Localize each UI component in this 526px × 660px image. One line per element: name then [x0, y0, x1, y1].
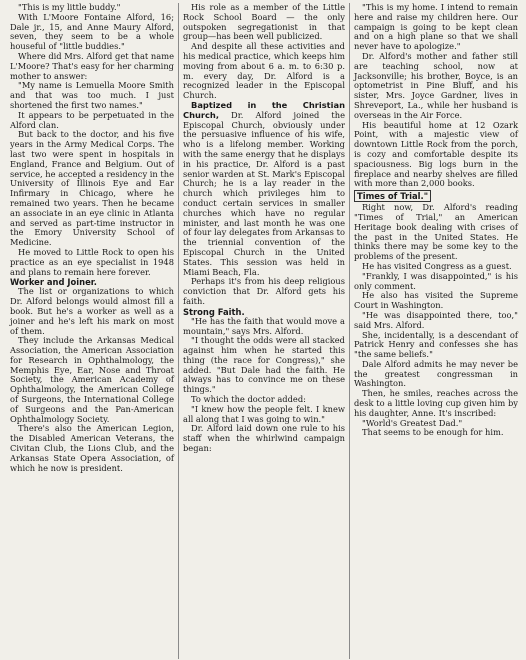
paragraph: But back to the doctor, and his five years in the Army Medical Corps. The last two were spent in hospitals in England, France and Belgium. Out of service, he accepted a residency in the University of Illinois Eye and Ear Infirmary in Chicago, where he remained two years. Then he became an associate in an eye clinic in Atlanta and served as part-time instructor in the Emory University School of Medicine.: [10, 129, 174, 248]
paragraph: He also has visited the Supreme Court in Washington.: [354, 290, 518, 311]
paragraph: The list or organizations to which Dr. Alford belongs would almost fill a book. But he's a worker as well as a joiner and he's left his mark on most of them.: [10, 286, 174, 336]
paragraph: He moved to Little Rock to open his practice as an eye specialist in 1948 and plans to remain here forever.: [10, 246, 174, 277]
run-in-heading: Baptized in the Christian Church,: [183, 99, 345, 120]
paragraph: Dr. Alford's mother and father still are teaching school, now at Jacksonville; his brother, Boyce, is an optometrist in Pine Bluff, and his sister, Mrs. Joyce Gardner, lives in Shreveport, La., while her husband is overseas in the Air Force.: [354, 50, 518, 120]
subheading: Worker and Joiner.: [10, 277, 97, 288]
paragraph: "This is my home. I intend to remain here and raise my children here. Our campaign is going to be kept clean and on a high plane so that we shall never have to apologize.": [354, 3, 518, 52]
paragraph: To which the doctor added:: [191, 394, 306, 405]
paragraph: He has visited Congress as a guest.: [362, 260, 512, 271]
paragraph: Dale Alford admits he may never be the greatest congressman in Washington.: [354, 358, 518, 389]
paragraph: They include the Arkansas Medical Association, the American Association for Research in Ophthalmology, the Memphis Eye, Ear, Nose and Throat Society, the American Academy of Ophthalmology, the American College of Surgeons, the International College of Surgeons and the Pan-American Ophthalmology Society.: [10, 335, 174, 424]
paragraph: "I knew how the people felt. I knew all along that I was going to win.": [183, 403, 345, 424]
paragraph: Where did Mrs. Alford get that name L'Moore? That's easy for her charming mother to answer:: [10, 50, 174, 81]
paragraph-text: Dr. Alford joined the Episcopal Church, obviously under the persuasive influence of his wife, who is a lifelong member. Working with the same energy that he displays in his practice, Dr. Alford is a past senior warden at St. Mark's Episcopal Church; he is a lay reader in the church which privileges him to conduct certain services in smaller churches which have no regular minister, and last month he was one of four lay delegates from Arkansas to the triennial convention of the Episcopal Church in the United States. This session was held in Miami Beach, Fla.: [183, 109, 345, 277]
subheading: Times of Trial.": [354, 190, 431, 202]
column-left: [6, 3, 178, 659]
paragraph: [183, 101, 345, 277]
column-middle: [178, 3, 350, 659]
paragraph: "This is my little buddy.": [18, 3, 121, 12]
paragraph: That seems to be enough for him.: [362, 427, 504, 438]
paragraph: His beautiful home at 12 Ozark Point, with a majestic view of downtown Little Rock from the porch, is cozy and comfortable despite its spaciousness. Big logs burn in the fireplace and nearby shelves are filled with more than 2,000 books.: [354, 119, 518, 189]
column-right: [350, 3, 522, 659]
paragraph: Perhaps it's from his deep religious conviction that Dr. Alford gets his faith.: [183, 276, 345, 306]
paragraph: "Frankly, I was disappointed," is his only comment.: [354, 270, 518, 291]
paragraph: And despite all these activities and his medical practice, which keeps him moving from about 6 a. m. to 6:30 p. m. every day, Dr. Alford is a recognized leader in the Episcopal Church.: [183, 41, 345, 101]
paragraph: "He was disappointed there, too," said Mrs. Alford.: [354, 309, 518, 330]
paragraph: She, incidentally, is a descendant of Patrick Henry and confesses she has "the same beliefs.": [354, 329, 518, 360]
paragraph: "My name is Lemuella Moore Smith and that was too much. I just shortened the first two names.": [10, 80, 174, 110]
paragraph: There's also the American Legion, the Disabled American Veterans, the Civitan Club, the Lions Club, and the Arkansas State Opera Association, of which he now is president.: [10, 423, 174, 473]
paragraph: Then, he smiles, reaches across the desk to a little loving cup given him by his daughter, Anne. It's inscribed:: [354, 388, 518, 418]
paragraph: Dr. Alford laid down one rule to his staff when the whirlwind campaign began:: [183, 423, 345, 454]
paragraph: "I thought the odds were all stacked against him when he started this thing (the race for Congress)," she added. "But Dale had the faith. He always has to convince me on these things.": [183, 335, 345, 395]
paragraph: His role as a member of the Little Rock School Board — the only outspoken segregationist in that group—has been well publicized.: [183, 3, 345, 42]
paragraph: "He has the faith that would move a mountain," says Mrs. Alford.: [183, 315, 345, 336]
paragraph: Right now, Dr. Alford's reading "Times of Trial," an American Heritage book dealing with crises of the past in the United States. He thinks there may be some key to the problems of the present.: [354, 202, 518, 262]
subheading: Strong Faith.: [183, 306, 245, 317]
paragraph: With L'Moore Fontaine Alford, 16; Dale jr., 15, and Anne Maury Alford, seven, they seem to be a whole houseful of "little buddies.": [10, 11, 174, 52]
paragraph: It appears to be perpetuated in the Alford clan.: [10, 109, 174, 130]
paragraph: "World's Greatest Dad.": [362, 417, 463, 428]
